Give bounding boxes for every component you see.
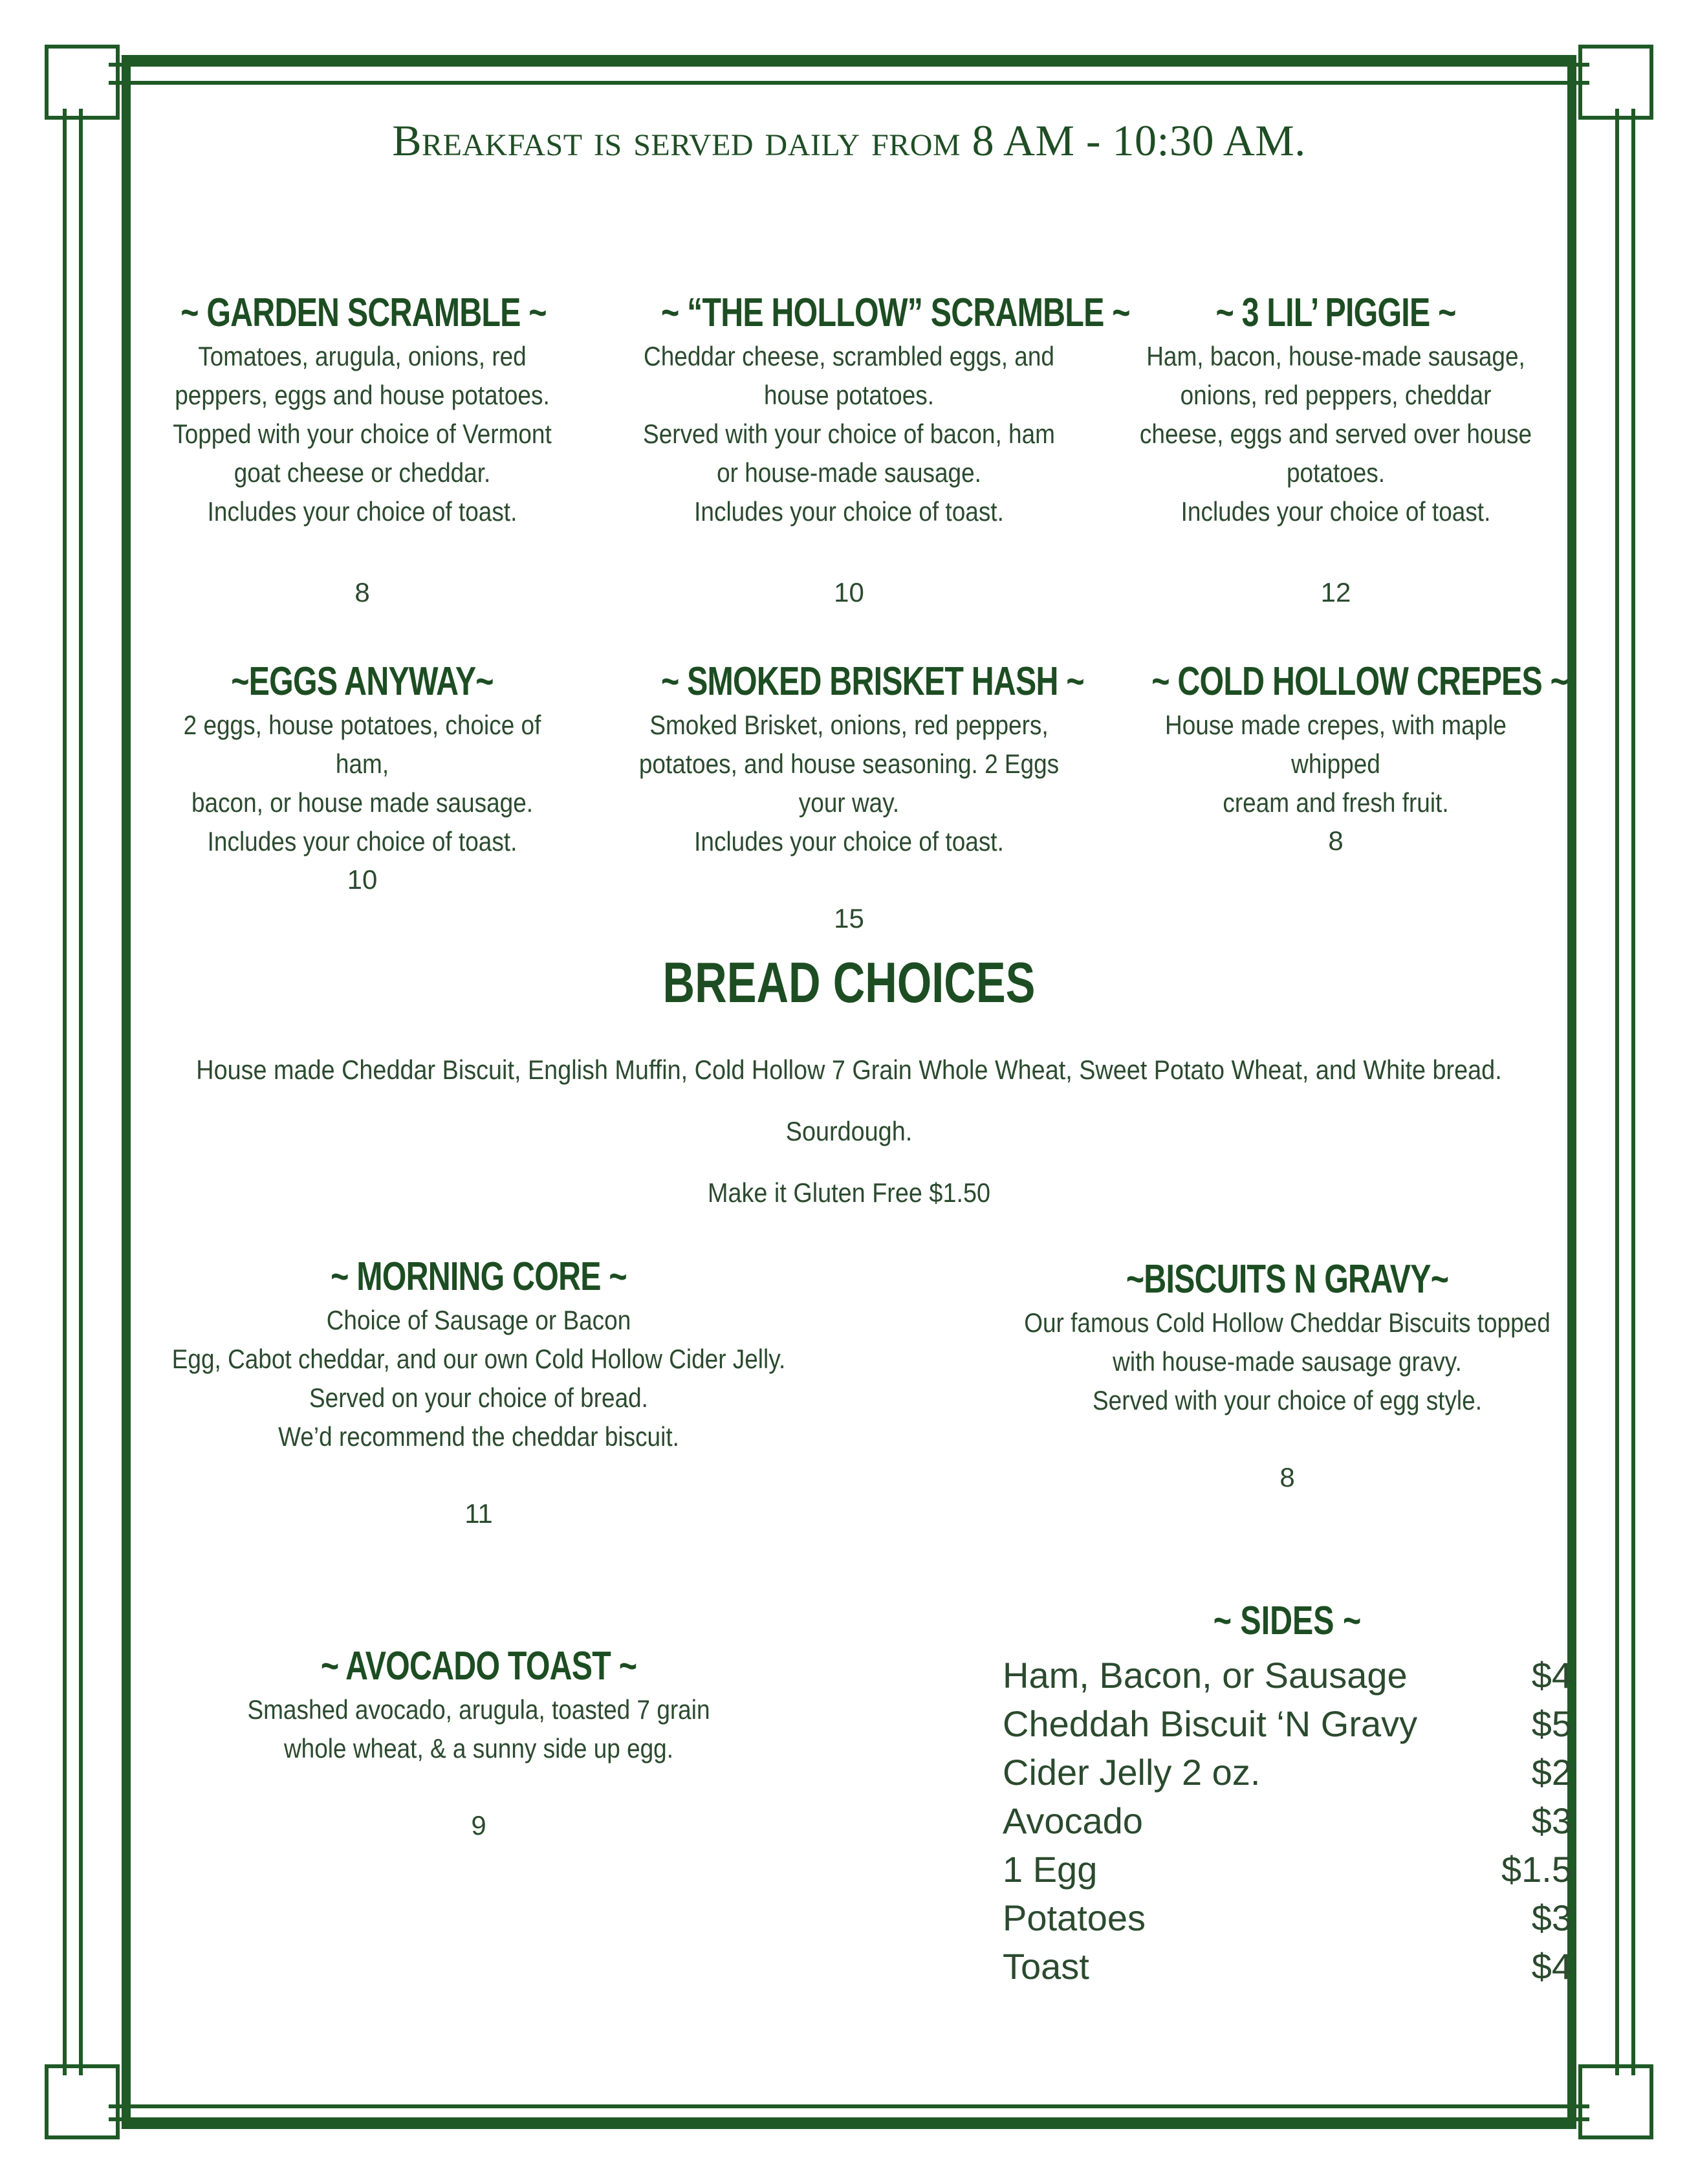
item-description: Our famous Cold Hollow Cheddar Biscuits topped with house-made sausage gravy. Served with your choice of egg style. — [1024, 1307, 1551, 1415]
item-title: ~ “THE HOLLOW” SCRAMBLE ~ — [660, 290, 1130, 335]
side-row — [1003, 1942, 1572, 1991]
item-price: 8 — [1279, 1462, 1295, 1492]
side-row — [1003, 1699, 1572, 1748]
menu-item-eggs-anyway — [129, 659, 595, 904]
side-price: $2 — [1531, 1752, 1572, 1793]
menu-item-morning-core — [129, 1254, 828, 1538]
side-row — [1003, 1845, 1572, 1894]
side-row — [1003, 1894, 1572, 1942]
side-price: $4 — [1531, 1946, 1572, 1987]
side-price: $5 — [1531, 1703, 1572, 1744]
menu-item-smoked-brisket-hash — [608, 659, 1090, 943]
item-title: ~ MORNING CORE ~ — [331, 1254, 627, 1299]
menu-item-garden-scramble — [129, 290, 595, 626]
menu-item-biscuits-n-gravy — [970, 1256, 1604, 1502]
bread-sourdough: Sourdough. — [785, 1116, 913, 1146]
item-price: 10 — [347, 864, 378, 895]
side-price: $1.5 — [1501, 1849, 1572, 1890]
item-price: 15 — [834, 903, 864, 934]
item-price: 8 — [1328, 825, 1344, 856]
item-description: Ham, bacon, house-made sausage, onions, red peppers, cheddar cheese, eggs and served over house potatoes. Includes your choice of toast. — [1139, 341, 1532, 527]
item-description: Choice of Sausage or Bacon Egg, Cabot cheddar, and our own Cold Hollow Cider Jelly. Served on your choice of bread. We’d recommend the cheddar biscuit. — [171, 1305, 786, 1452]
side-name: Avocado — [1003, 1800, 1143, 1841]
item-title: ~ GARDEN SCRAMBLE ~ — [180, 290, 547, 335]
item-price: 10 — [834, 577, 864, 607]
item-price: 9 — [471, 1810, 486, 1840]
side-name: Ham, Bacon, or Sausage — [1003, 1655, 1408, 1696]
menu-item-cold-hollow-crepes — [1100, 659, 1572, 879]
item-title: ~BISCUITS N GRAVY~ — [1126, 1257, 1449, 1302]
menu-item-avocado-toast — [129, 1643, 828, 1850]
side-row — [1003, 1651, 1572, 1699]
item-description: Cheddar cheese, scrambled eggs, and house potatoes. Served with your choice of bacon, ham or house-made sausage. Includes your choice of toast. — [643, 341, 1055, 527]
item-description: Smoked Brisket, onions, red peppers, potatoes, and house seasoning. 2 Eggs your way. Includes your choice of toast. — [638, 710, 1060, 857]
item-description: Tomatoes, arugula, onions, red peppers, eggs and house potatoes. Topped with your choice of Vermont goat cheese or cheddar. Includes your choice of toast. — [173, 341, 552, 527]
item-description: House made crepes, with maple whipped cream and fresh fruit. — [1165, 710, 1507, 818]
sides-title: ~ SIDES ~ — [1213, 1599, 1362, 1643]
side-price: $4 — [1531, 1655, 1572, 1696]
sides-list — [1003, 1651, 1572, 1991]
side-name: 1 Egg — [1003, 1849, 1098, 1890]
side-name: Cheddah Biscuit ‘N Gravy — [1003, 1703, 1418, 1744]
item-description: Smashed avocado, arugula, toasted 7 grain whole wheat, & a sunny side up egg. — [247, 1694, 710, 1764]
item-title: ~EGGS ANYWAY~ — [231, 659, 494, 704]
side-price: $3 — [1531, 1897, 1572, 1938]
item-title: ~ SMOKED BRISKET HASH ~ — [660, 659, 1084, 704]
side-name: Cider Jelly 2 oz. — [1003, 1752, 1261, 1793]
bread-choices-title: BREAD CHOICES — [662, 950, 1036, 1014]
menu-item-3-lil-piggie — [1100, 290, 1572, 626]
menu-item-hollow-scramble — [608, 290, 1130, 626]
side-price: $3 — [1531, 1800, 1572, 1841]
bread-options: House made Cheddar Biscuit, English Muffin, Cold Hollow 7 Grain Whole Wheat, Sweet Potato Wheat, and White bread. — [196, 1054, 1502, 1085]
side-row — [1003, 1796, 1572, 1845]
item-title: ~ 3 LIL’ PIGGIE ~ — [1215, 290, 1456, 335]
item-price: 8 — [354, 577, 370, 607]
gluten-free-option: Make it Gluten Free $1.50 — [707, 1177, 991, 1208]
side-name: Potatoes — [1003, 1897, 1146, 1938]
item-price: 11 — [464, 1498, 493, 1529]
side-name: Toast — [1003, 1946, 1089, 1987]
item-description: 2 eggs, house potatoes, choice of ham, bacon, or house made sausage. Includes your choice of toast. — [183, 710, 541, 857]
item-title: ~ AVOCADO TOAST ~ — [320, 1644, 637, 1688]
item-title: ~ COLD HOLLOW CREPES ~ — [1151, 659, 1569, 704]
item-price: 12 — [1320, 577, 1351, 607]
breakfast-hours-header: Breakfast is served daily from 8 AM - 10:30 AM. — [392, 116, 1306, 165]
side-row — [1003, 1748, 1572, 1796]
